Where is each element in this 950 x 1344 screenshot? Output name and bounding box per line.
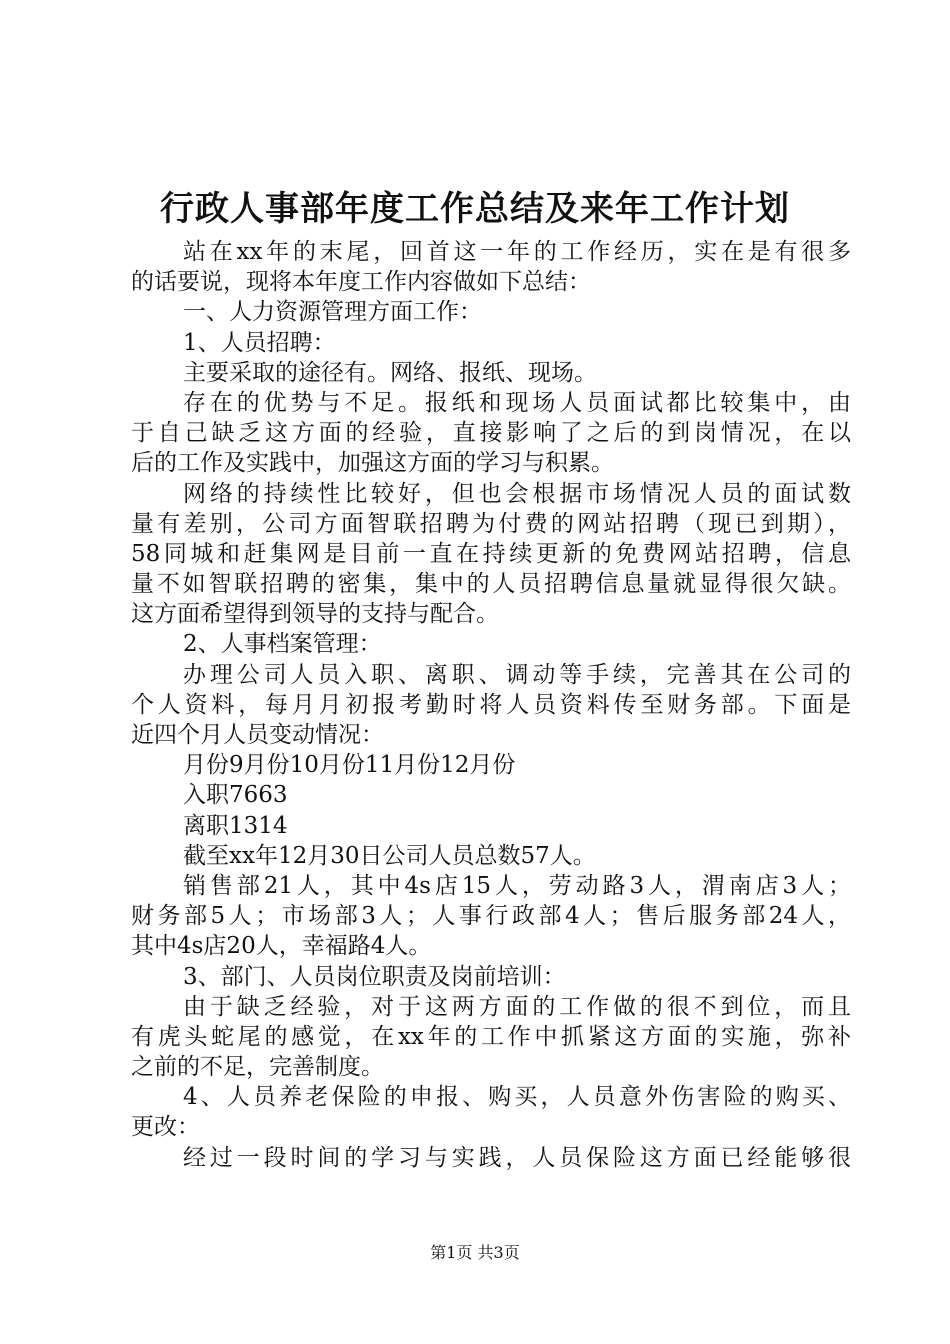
text-line: 更改： [131, 1114, 200, 1141]
text-line: 网络的持续性比较好，但也会根据市场情况人员的面试数 [183, 480, 851, 507]
text-line: 1、人员招聘： [183, 329, 336, 356]
text-line: 一、人力资源管理方面工作： [183, 299, 482, 326]
text-line: 离职1314 [183, 812, 288, 839]
page-footer: 第1页 共3页 [430, 1243, 520, 1262]
text-line: 入职7663 [183, 782, 288, 809]
document-body [131, 237, 851, 1173]
text-line: 58同城和赶集网是目前一直在持续更新的免费网站招聘，信息 [131, 540, 851, 567]
text-line: 的话要说，现将本年度工作内容做如下总结： [131, 269, 591, 296]
text-line: 4、人员养老保险的申报、购买，人员意外伤害险的购买、 [183, 1084, 851, 1111]
text-line: 主要采取的途径有。网络、报纸、现场。 [183, 359, 597, 386]
text-line: 量有差别，公司方面智联招聘为付费的网站招聘（现已到期）， [131, 510, 851, 537]
text-line: 存在的优势与不足。报纸和现场人员面试都比较集中，由 [183, 389, 851, 416]
text-line: 于自己缺乏这方面的经验，直接影响了之后的到岗情况，在以 [131, 420, 851, 447]
text-line: 2、人事档案管理： [183, 631, 382, 658]
text-line: 办理公司人员入职、离职、调动等手续，完善其在公司的 [183, 661, 851, 688]
text-line: 截至xx年12月30日公司人员总数57人。 [183, 842, 596, 869]
text-line: 财务部5人；市场部3人；人事行政部4人；售后服务部24人， [131, 903, 851, 930]
text-line: 之前的不足，完善制度。 [131, 1054, 384, 1081]
text-line: 经过一段时间的学习与实践，人员保险这方面已经能够很 [183, 1144, 851, 1171]
text-line: 近四个月人员变动情况： [131, 722, 384, 748]
text-line: 后的工作及实践中，加强这方面的学习与积累。 [131, 450, 614, 477]
text-line: 其中4s店20人，幸福路4人。 [131, 933, 432, 960]
text-line: 这方面希望得到领导的支持与配合。 [131, 601, 499, 628]
document-title: 行政人事部年度工作总结及来年工作计划 [160, 189, 790, 229]
text-line: 量不如智联招聘的密集，集中的人员招聘信息量就显得很欠缺。 [131, 571, 851, 598]
text-line: 由于缺乏经验，对于这两方面的工作做的很不到位，而且 [183, 993, 851, 1020]
text-line: 月份9月份10月份11月份12月份 [183, 752, 516, 779]
text-line: 有虎头蛇尾的感觉，在xx年的工作中抓紧这方面的实施，弥补 [131, 1023, 851, 1050]
text-line: 3、部门、人员岗位职责及岗前培训： [183, 963, 566, 990]
text-line: 站在xx年的末尾，回首这一年的工作经历，实在是有很多 [183, 239, 851, 265]
text-line: 个人资料，每月月初报考勤时将人员资料传至财务部。下面是 [131, 691, 851, 718]
text-line: 销售部21人，其中4s店15人，劳动路3人，渭南店3人； [183, 872, 851, 899]
